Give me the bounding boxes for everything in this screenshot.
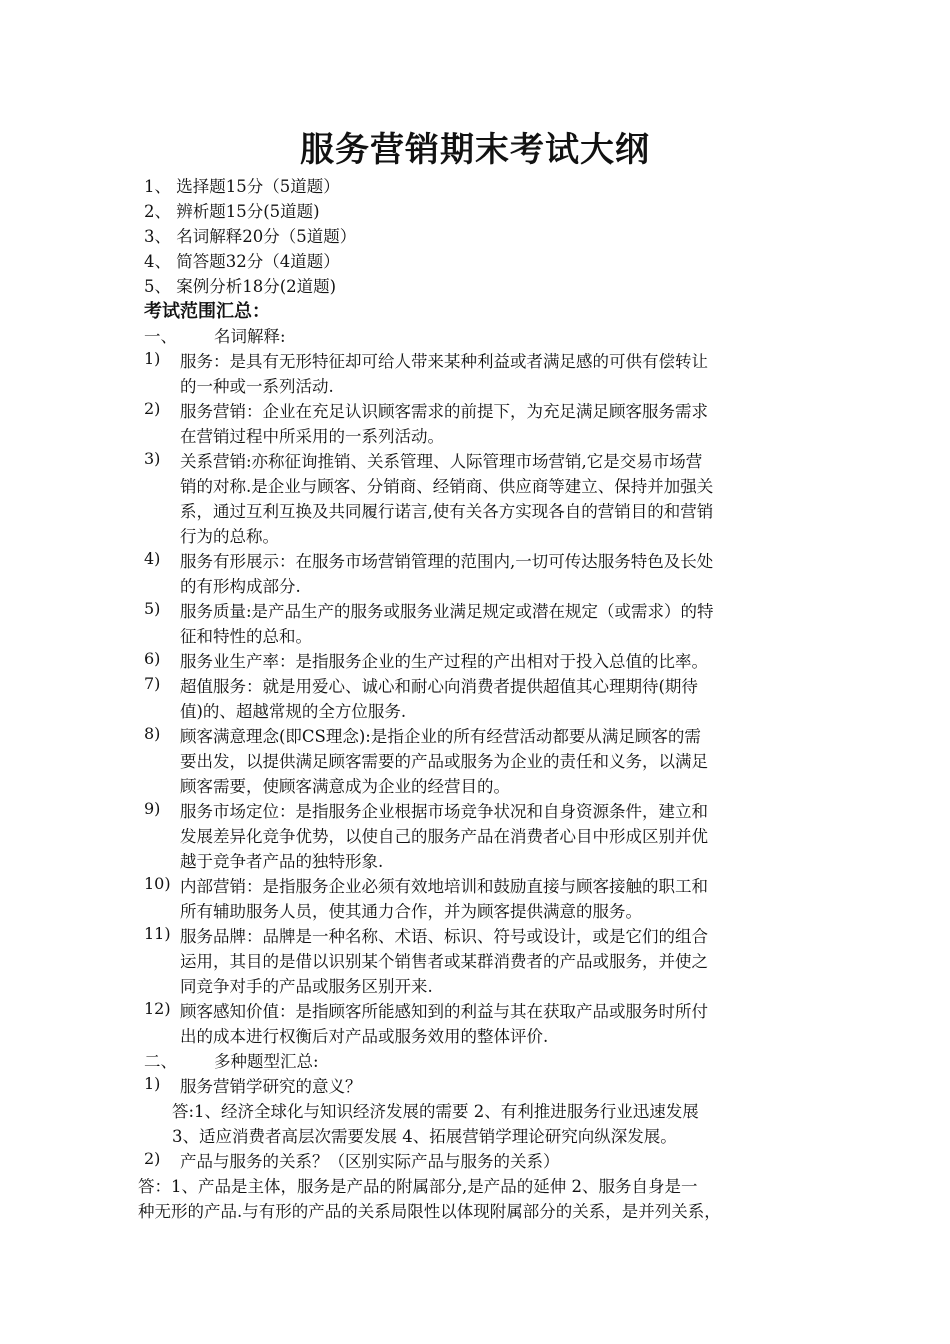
definition-item xyxy=(144,799,814,874)
definition-text-line: 所有辅助服务人员，使其通力合作，并为顾客提供满意的服务。 xyxy=(180,902,642,921)
definition-item xyxy=(144,399,814,449)
definition-text-line: 的有形构成部分. xyxy=(180,577,301,596)
definition-item xyxy=(144,649,814,674)
definition-text-line: 顾客感知价值：是指顾客所能感知到的利益与其在获取产品或服务时所付 xyxy=(180,1002,708,1021)
definition-number: 10) xyxy=(144,874,171,893)
definition-number: 6) xyxy=(144,649,161,668)
definition-item xyxy=(144,999,814,1049)
question-number: 2) xyxy=(144,1149,161,1168)
definition-text-line: 关系营销:亦称征询推销、关系管理、人际管理市场营销,它是交易市场营 xyxy=(180,452,703,471)
definition-text-line: 顾客需要，使顾客满意成为企业的经营目的。 xyxy=(180,777,510,796)
definition-number: 5) xyxy=(144,599,161,618)
exam-structure-item: 5、 案例分析18分(2道题) xyxy=(144,277,337,296)
answer-block xyxy=(138,1174,814,1224)
definition-text-line: 越于竞争者产品的独特形象. xyxy=(180,852,384,871)
exam-structure-item: 3、 名词解释20分（5道题） xyxy=(144,227,357,246)
definition-text-line: 系，通过互利互换及共同履行诺言,使有关各方实现各自的营销目的和营销 xyxy=(180,502,714,521)
definition-text-line: 的一种或一系列活动. xyxy=(180,377,334,396)
section-index: 二、 xyxy=(144,1052,177,1071)
definition-item xyxy=(144,724,814,799)
page-title: 服务营销期末考试大纲 xyxy=(300,130,650,170)
section-title: 名词解释: xyxy=(214,327,286,346)
question-item xyxy=(144,1074,814,1099)
definition-text-line: 服务：是具有无形特征却可给人带来某种利益或者满足感的可供有偿转让 xyxy=(180,352,708,371)
question-text: 产品与服务的关系？（区别实际产品与服务的关系） xyxy=(180,1152,560,1171)
definition-item xyxy=(144,349,814,399)
answer-line: 种无形的产品.与有形的产品的关系局限性以体现附属部分的关系，是并列关系， xyxy=(138,1202,721,1221)
definition-number: 2) xyxy=(144,399,161,418)
question-number: 1) xyxy=(144,1074,161,1093)
definition-number: 3) xyxy=(144,449,161,468)
definition-number: 9) xyxy=(144,799,161,818)
question-text: 服务营销学研究的意义？ xyxy=(180,1077,362,1096)
definition-number: 7) xyxy=(144,674,161,693)
definition-number: 4) xyxy=(144,549,161,568)
exam-structure-item: 1、 选择题15分（5道题） xyxy=(144,177,340,196)
definition-item xyxy=(144,599,814,649)
section-index: 一、 xyxy=(144,327,177,346)
definition-text-line: 同竞争对手的产品或服务区别开来. xyxy=(180,977,433,996)
definition-item xyxy=(144,449,814,549)
definition-number: 12) xyxy=(144,999,171,1018)
exam-structure-item: 4、 简答题32分（4道题） xyxy=(144,252,340,271)
definition-list xyxy=(144,349,814,1049)
answer-line: 答：1、产品是主体，服务是产品的附属部分,是产品的延伸 2、服务自身是一 xyxy=(138,1177,698,1196)
exam-structure-list xyxy=(144,174,814,299)
section-heading xyxy=(144,1049,814,1074)
answer-line: 答:1、经济全球化与知识经济发展的需要 2、有利推进服务行业迅速发展 xyxy=(172,1102,699,1121)
definition-text-line: 出的成本进行权衡后对产品或服务效用的整体评价. xyxy=(180,1027,549,1046)
exam-structure-item: 2、 辨析题15分(5道题) xyxy=(144,202,320,221)
document-body xyxy=(138,174,814,1224)
definition-text-line: 行为的总称。 xyxy=(180,527,279,546)
definition-text-line: 征和特性的总和。 xyxy=(180,627,312,646)
section-heading xyxy=(144,324,814,349)
definition-text-line: 值)的、超越常规的全方位服务. xyxy=(180,702,407,721)
definition-text-line: 服务品牌：品牌是一种名称、术语、标识、符号或设计，或是它们的组合 xyxy=(180,927,708,946)
question-item xyxy=(144,1149,814,1174)
answer-line: 3、适应消费者高层次需要发展 4、拓展营销学理论研究向纵深发展。 xyxy=(172,1127,677,1146)
section-title: 多种题型汇总: xyxy=(214,1052,319,1071)
definition-text-line: 服务有形展示：在服务市场营销管理的范围内,一切可传达服务特色及长处 xyxy=(180,552,714,571)
answer-block xyxy=(144,1099,814,1149)
definition-item xyxy=(144,674,814,724)
definition-text-line: 服务业生产率：是指服务企业的生产过程的产出相对于投入总值的比率。 xyxy=(180,652,708,671)
definition-item xyxy=(144,924,814,999)
definition-text-line: 内部营销：是指服务企业必须有效地培训和鼓励直接与顾客接触的职工和 xyxy=(180,877,708,896)
definition-text-line: 服务质量:是产品生产的服务或服务业满足规定或潜在规定（或需求）的特 xyxy=(180,602,714,621)
definition-item xyxy=(144,874,814,924)
definition-number: 1) xyxy=(144,349,161,368)
definition-number: 11) xyxy=(144,924,171,943)
definition-text-line: 要出发，以提供满足顾客需要的产品或服务为企业的责任和义务，以满足 xyxy=(180,752,708,771)
definition-item xyxy=(144,549,814,599)
definition-text-line: 顾客满意理念(即CS理念):是指企业的所有经营活动都要从满足顾客的需 xyxy=(180,727,701,746)
definition-text-line: 销的对称.是企业与顾客、分销商、经销商、供应商等建立、保持并加强关 xyxy=(180,477,714,496)
definition-text-line: 服务市场定位：是指服务企业根据市场竞争状况和自身资源条件，建立和 xyxy=(180,802,708,821)
definition-text-line: 在营销过程中所采用的一系列活动。 xyxy=(180,427,444,446)
definition-text-line: 超值服务：就是用爱心、诚心和耐心向消费者提供超值其心理期待(期待 xyxy=(180,677,698,696)
definition-text-line: 发展差异化竞争优势，以使自己的服务产品在消费者心目中形成区别并优 xyxy=(180,827,708,846)
definition-text-line: 服务营销：企业在充足认识顾客需求的前提下，为充足满足顾客服务需求 xyxy=(180,402,708,421)
definition-text-line: 运用，其目的是借以识别某个销售者或某群消费者的产品或服务，并使之 xyxy=(180,952,708,971)
scope-heading: 考试范围汇总： xyxy=(144,301,270,322)
definition-number: 8) xyxy=(144,724,161,743)
